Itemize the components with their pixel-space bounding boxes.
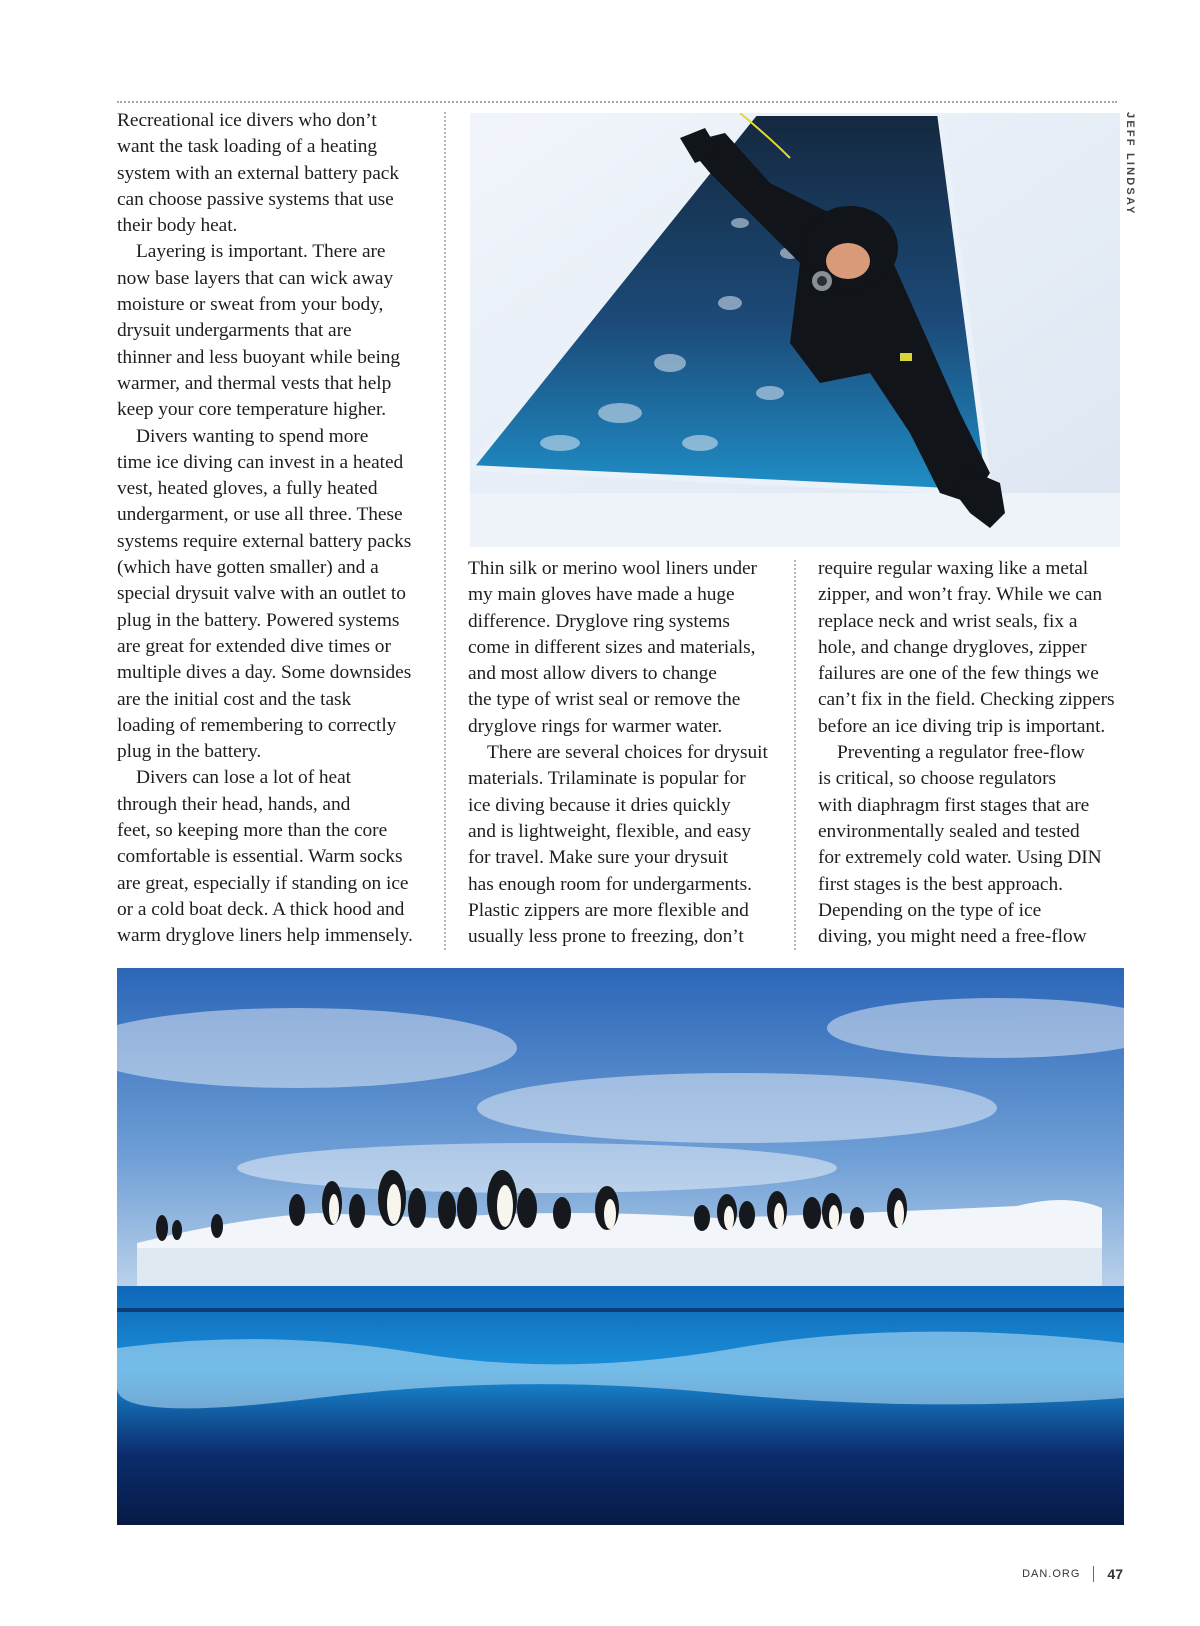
text-line: Divers can lose a lot of heat bbox=[136, 767, 352, 789]
text-line: warmer, and thermal vests that help bbox=[117, 372, 392, 394]
ice-diver-illustration bbox=[470, 113, 1120, 547]
text-line: the type of wrist seal or remove the bbox=[468, 689, 741, 711]
text-line: hole, and change drygloves, zipper bbox=[818, 636, 1087, 658]
text-line: special drysuit valve with an outlet to bbox=[117, 583, 406, 605]
penguin-ice-floe-photo bbox=[117, 968, 1124, 1525]
text-line: usually less prone to freezing, don’t bbox=[468, 926, 744, 948]
text-line: keep your core temperature higher. bbox=[117, 399, 387, 421]
paragraph bbox=[818, 740, 1128, 950]
text-line: has enough room for undergarments. bbox=[468, 873, 752, 895]
text-line: environmentally sealed and tested bbox=[818, 820, 1080, 842]
text-line: comfortable is essential. Warm socks bbox=[117, 846, 403, 868]
text-line: systems require external battery packs bbox=[117, 530, 412, 552]
text-line: first stages is the best approach. bbox=[818, 873, 1063, 895]
text-line: can’t fix in the field. Checking zippers bbox=[818, 689, 1115, 711]
text-line: replace neck and wrist seals, fix a bbox=[818, 610, 1078, 632]
footer-divider bbox=[1093, 1566, 1094, 1582]
text-line: Layering is important. There are bbox=[136, 241, 386, 263]
text-line: Depending on the type of ice bbox=[818, 899, 1042, 921]
photo-credit: JEFF LINDSAY bbox=[1124, 112, 1136, 216]
penguin-ice-floe-illustration bbox=[117, 968, 1124, 1525]
ice-diver-photo bbox=[470, 113, 1120, 547]
text-line: (which have gotten smaller) and a bbox=[117, 557, 379, 579]
paragraph bbox=[818, 556, 1128, 740]
text-line: feet, so keeping more than the core bbox=[117, 820, 388, 842]
text-line: Preventing a regulator free-flow bbox=[837, 742, 1085, 764]
paragraph bbox=[468, 740, 788, 950]
text-line: their body heat. bbox=[117, 215, 238, 237]
text-line: come in different sizes and materials, bbox=[468, 636, 756, 658]
text-line: want the task loading of a heating bbox=[117, 136, 377, 158]
text-line: diving, you might need a free-flow bbox=[818, 926, 1087, 948]
text-line: Thin silk or merino wool liners under bbox=[468, 558, 757, 579]
text-line: time ice diving can invest in a heated bbox=[117, 451, 404, 473]
text-line: moisture or sweat from your body, bbox=[117, 294, 384, 316]
site-url: DAN.ORG bbox=[1022, 1568, 1081, 1580]
text-line: or a cold boat deck. A thick hood and bbox=[117, 898, 405, 920]
text-line: through their head, hands, and bbox=[117, 793, 351, 815]
paragraph bbox=[117, 765, 417, 949]
text-line: plug in the battery. Powered systems bbox=[117, 609, 400, 631]
text-line: materials. Trilaminate is popular for bbox=[468, 768, 746, 790]
text-line: my main gloves have made a huge bbox=[468, 584, 735, 606]
text-column-2 bbox=[468, 556, 788, 950]
text-line: failures are one of the few things we bbox=[818, 663, 1099, 685]
text-line: zipper, and won’t fray. While we can bbox=[818, 584, 1103, 606]
text-line: is critical, so choose regulators bbox=[818, 768, 1056, 790]
text-line: ice diving because it dries quickly bbox=[468, 794, 731, 816]
paragraph bbox=[468, 556, 788, 740]
text-line: are great, especially if standing on ice bbox=[117, 872, 409, 894]
text-line: plug in the battery. bbox=[117, 741, 262, 763]
text-column-1 bbox=[117, 108, 417, 950]
text-line: Divers wanting to spend more bbox=[136, 425, 369, 447]
top-rule bbox=[117, 101, 1117, 103]
text-line: now base layers that can wick away bbox=[117, 267, 394, 289]
text-line: warm dryglove liners help immensely. bbox=[117, 925, 413, 947]
paragraph bbox=[117, 239, 417, 423]
text-line: are the initial cost and the task bbox=[117, 688, 352, 710]
text-line: loading of remembering to correctly bbox=[117, 714, 397, 736]
text-line: difference. Dryglove ring systems bbox=[468, 610, 730, 632]
text-line: and is lightweight, flexible, and easy bbox=[468, 820, 751, 842]
page-footer bbox=[1022, 1566, 1123, 1582]
column-rule-2 bbox=[794, 560, 796, 950]
text-line: and most allow divers to change bbox=[468, 663, 717, 685]
column-rule-1 bbox=[444, 112, 446, 950]
text-line: multiple dives a day. Some downsides bbox=[117, 662, 412, 684]
text-line: vest, heated gloves, a fully heated bbox=[117, 478, 378, 500]
text-line: require regular waxing like a metal bbox=[818, 558, 1089, 579]
paragraph bbox=[117, 424, 417, 766]
text-line: can choose passive systems that use bbox=[117, 188, 394, 210]
text-line: for travel. Make sure your drysuit bbox=[468, 847, 728, 869]
text-line: drysuit undergarments that are bbox=[117, 320, 352, 342]
text-column-3 bbox=[818, 556, 1128, 950]
text-line: undergarment, or use all three. These bbox=[117, 504, 403, 526]
text-line: system with an external battery pack bbox=[117, 162, 399, 184]
text-line: for extremely cold water. Using DIN bbox=[818, 847, 1102, 869]
text-line: with diaphragm first stages that are bbox=[818, 794, 1090, 816]
text-line: Recreational ice divers who don’t bbox=[117, 110, 377, 131]
text-line: are great for extended dive times or bbox=[117, 635, 391, 657]
page-number: 47 bbox=[1107, 1566, 1123, 1582]
paragraph bbox=[117, 108, 417, 239]
text-line: There are several choices for drysuit bbox=[487, 742, 768, 764]
text-line: thinner and less buoyant while being bbox=[117, 346, 401, 368]
text-line: Plastic zippers are more flexible and bbox=[468, 899, 749, 921]
text-line: dryglove rings for warmer water. bbox=[468, 715, 723, 737]
text-line: before an ice diving trip is important. bbox=[818, 715, 1106, 737]
